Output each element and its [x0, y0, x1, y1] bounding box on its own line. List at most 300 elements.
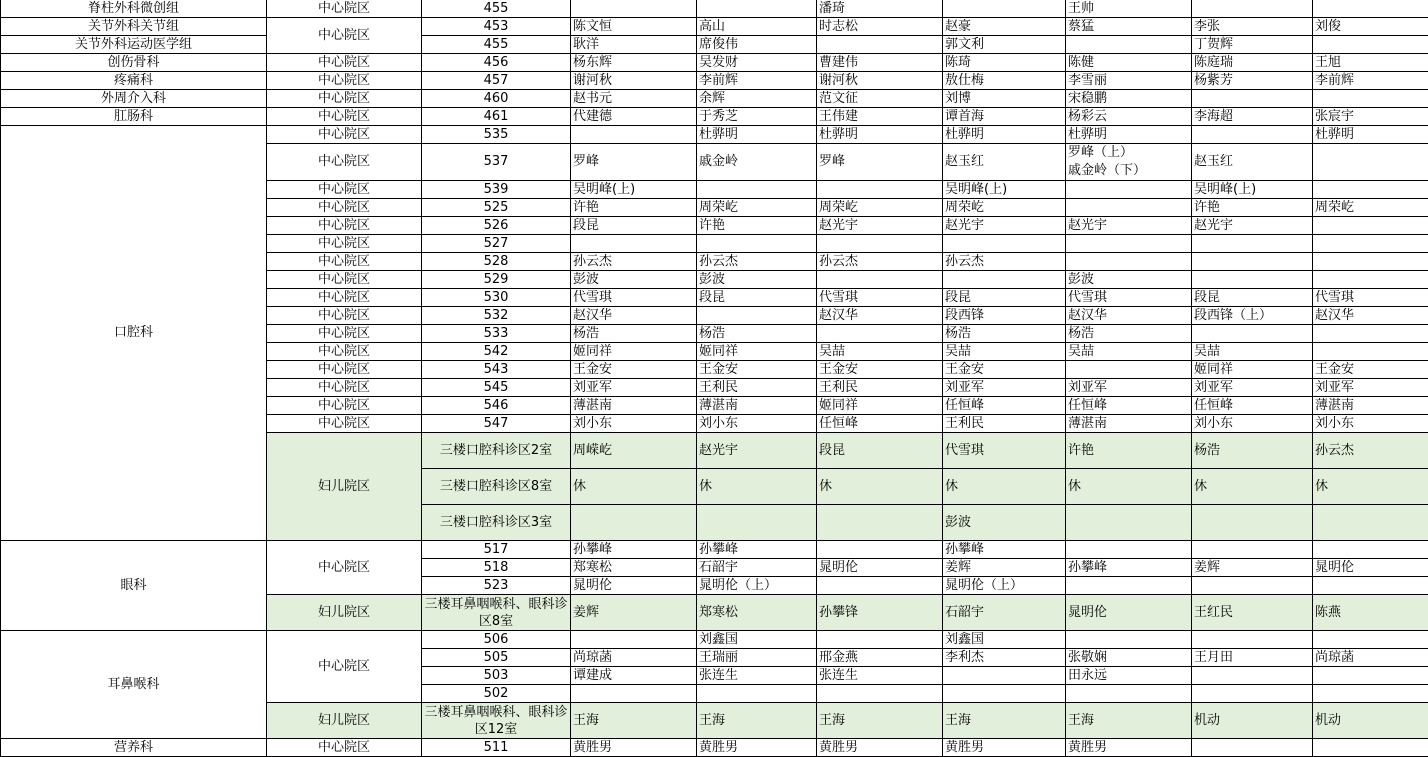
room-cell: 526 [422, 217, 571, 235]
doctor-cell: 张连生 [817, 667, 943, 685]
doctor-cell [1313, 181, 1428, 199]
doctor-cell: 李海超 [1192, 108, 1313, 126]
doctor-cell [571, 126, 697, 144]
campus-cell: 中心院区 [267, 54, 422, 72]
doctor-cell: 赵光宇 [1192, 217, 1313, 235]
doctor-cell [697, 181, 817, 199]
doctor-cell: 代雪琪 [817, 289, 943, 307]
doctor-cell [697, 0, 817, 18]
doctor-cell: 杨浩 [943, 325, 1066, 343]
doctor-cell: 刘鑫国 [697, 631, 817, 649]
doctor-cell: 王海 [817, 703, 943, 739]
doctor-cell [943, 0, 1066, 18]
doctor-cell [1192, 685, 1313, 703]
doctor-cell: 王金安 [571, 361, 697, 379]
doctor-cell [943, 685, 1066, 703]
doctor-cell [1192, 505, 1313, 541]
doctor-cell: 时志松 [817, 18, 943, 36]
doctor-cell: 李利杰 [943, 649, 1066, 667]
doctor-cell: 王海 [697, 703, 817, 739]
doctor-cell: 任恒峰 [1066, 397, 1192, 415]
doctor-cell: 谭首海 [943, 108, 1066, 126]
doctor-cell: 刘亚军 [1313, 379, 1428, 397]
doctor-cell: 范文征 [817, 90, 943, 108]
campus-cell: 妇儿院区 [267, 595, 422, 631]
doctor-cell: 薄湛南 [571, 397, 697, 415]
doctor-cell [1313, 253, 1428, 271]
doctor-cell: 杜骅明 [943, 126, 1066, 144]
doctor-cell [1066, 181, 1192, 199]
doctor-cell: 晁明伦 [1313, 559, 1428, 577]
doctor-cell [943, 667, 1066, 685]
doctor-cell: 蔡猛 [1066, 18, 1192, 36]
campus-cell: 中心院区 [267, 0, 422, 18]
doctor-cell: 姜辉 [571, 595, 697, 631]
doctor-cell: 于秀芝 [697, 108, 817, 126]
doctor-cell: 休 [1066, 469, 1192, 505]
doctor-cell: 杜骅明 [817, 126, 943, 144]
doctor-cell [817, 36, 943, 54]
doctor-cell: 王海 [1066, 703, 1192, 739]
doctor-cell: 段昆 [817, 433, 943, 469]
doctor-cell: 赵书元 [571, 90, 697, 108]
room-cell: 511 [422, 739, 571, 757]
campus-cell: 中心院区 [267, 379, 422, 397]
doctor-cell [1066, 253, 1192, 271]
doctor-cell: 吴喆 [1066, 343, 1192, 361]
room-cell: 539 [422, 181, 571, 199]
doctor-cell [697, 235, 817, 253]
campus-cell: 中心院区 [267, 541, 422, 595]
doctor-cell: 赵玉红 [943, 144, 1066, 181]
department-cell: 眼科 [1, 541, 267, 631]
doctor-cell: 姬同祥 [697, 343, 817, 361]
room-cell: 523 [422, 577, 571, 595]
doctor-cell: 休 [1313, 469, 1428, 505]
doctor-cell: 谭建成 [571, 667, 697, 685]
doctor-cell: 彭波 [697, 271, 817, 289]
doctor-cell: 周嵘屹 [571, 433, 697, 469]
doctor-cell [1313, 667, 1428, 685]
doctor-cell [1313, 90, 1428, 108]
doctor-cell: 杜骅明 [1066, 126, 1192, 144]
department-cell: 营养科 [1, 739, 267, 757]
doctor-cell: 代雪琪 [571, 289, 697, 307]
campus-cell: 中心院区 [267, 253, 422, 271]
room-cell: 533 [422, 325, 571, 343]
doctor-cell [1192, 271, 1313, 289]
doctor-cell [571, 235, 697, 253]
room-cell: 517 [422, 541, 571, 559]
doctor-cell: 罗峰 [571, 144, 697, 181]
room-cell: 三楼口腔科诊区2室 [422, 433, 571, 469]
room-cell: 457 [422, 72, 571, 90]
doctor-cell: 刘亚军 [1066, 379, 1192, 397]
doctor-cell: 孙云杰 [697, 253, 817, 271]
campus-cell: 妇儿院区 [267, 433, 422, 541]
room-cell: 506 [422, 631, 571, 649]
doctor-cell: 杨浩 [1066, 325, 1192, 343]
doctor-cell: 王旭 [1313, 54, 1428, 72]
doctor-cell [1192, 739, 1313, 757]
doctor-cell: 彭波 [943, 505, 1066, 541]
doctor-cell: 段昆 [1192, 289, 1313, 307]
doctor-cell [1066, 199, 1192, 217]
room-cell: 518 [422, 559, 571, 577]
doctor-cell: 孙云杰 [817, 253, 943, 271]
doctor-cell: 周荣屹 [1313, 199, 1428, 217]
doctor-cell: 彭波 [571, 271, 697, 289]
doctor-cell: 曹建伟 [817, 54, 943, 72]
doctor-cell: 余辉 [697, 90, 817, 108]
room-cell: 460 [422, 90, 571, 108]
doctor-cell [1313, 739, 1428, 757]
table-row [1, 0, 1428, 18]
campus-cell: 中心院区 [267, 415, 422, 433]
doctor-cell: 张连生 [697, 667, 817, 685]
table-row [1, 126, 1428, 144]
doctor-cell: 刘小东 [571, 415, 697, 433]
room-cell: 532 [422, 307, 571, 325]
doctor-cell: 任恒峰 [943, 397, 1066, 415]
doctor-cell: 杨浩 [1192, 433, 1313, 469]
doctor-cell: 丁贺辉 [1192, 36, 1313, 54]
doctor-cell [1192, 126, 1313, 144]
doctor-cell: 晁明伦（上） [697, 577, 817, 595]
department-cell: 关节外科关节组 [1, 18, 267, 36]
doctor-cell: 吴明峰(上) [571, 181, 697, 199]
room-cell: 455 [422, 0, 571, 18]
doctor-cell [571, 0, 697, 18]
doctor-cell [1066, 505, 1192, 541]
doctor-cell [697, 685, 817, 703]
doctor-cell [1313, 505, 1428, 541]
doctor-cell: 邢金燕 [817, 649, 943, 667]
doctor-cell: 杨东辉 [571, 54, 697, 72]
doctor-cell: 吴发财 [697, 54, 817, 72]
doctor-cell: 晁明伦 [571, 577, 697, 595]
doctor-cell: 陈琦 [943, 54, 1066, 72]
doctor-cell: 陈文恒 [571, 18, 697, 36]
doctor-cell [1066, 685, 1192, 703]
doctor-cell: 代雪琪 [1313, 289, 1428, 307]
doctor-cell [1192, 667, 1313, 685]
doctor-cell: 代雪琪 [943, 433, 1066, 469]
room-cell: 542 [422, 343, 571, 361]
doctor-cell: 薄湛南 [1066, 415, 1192, 433]
campus-cell: 中心院区 [267, 18, 422, 54]
doctor-cell: 许艳 [571, 199, 697, 217]
doctor-cell: 姬同祥 [571, 343, 697, 361]
doctor-cell [1066, 361, 1192, 379]
room-cell: 三楼口腔科诊区3室 [422, 505, 571, 541]
doctor-cell: 彭波 [1066, 271, 1192, 289]
doctor-cell [1313, 343, 1428, 361]
doctor-cell: 赵汉华 [1313, 307, 1428, 325]
doctor-cell [1313, 325, 1428, 343]
doctor-cell: 吴喆 [1192, 343, 1313, 361]
doctor-cell: 赵光宇 [697, 433, 817, 469]
doctor-cell: 席俊伟 [697, 36, 817, 54]
doctor-cell: 孙攀峰 [697, 541, 817, 559]
room-cell: 545 [422, 379, 571, 397]
department-cell: 脊柱外科微创组 [1, 0, 267, 18]
room-cell: 530 [422, 289, 571, 307]
doctor-cell: 李雪丽 [1066, 72, 1192, 90]
room-cell: 461 [422, 108, 571, 126]
doctor-cell: 刘博 [943, 90, 1066, 108]
room-cell: 三楼耳鼻咽喉科、眼科诊区8室 [422, 595, 571, 631]
doctor-cell: 刘亚军 [571, 379, 697, 397]
doctor-cell: 孙攀峰 [571, 541, 697, 559]
department-cell: 耳鼻喉科 [1, 631, 267, 739]
doctor-cell: 段西锋（上） [1192, 307, 1313, 325]
doctor-cell: 休 [817, 469, 943, 505]
doctor-cell: 晁明伦（上） [943, 577, 1066, 595]
table-row [1, 18, 1428, 36]
doctor-cell: 潘琦 [817, 0, 943, 18]
doctor-cell: 周荣屹 [943, 199, 1066, 217]
doctor-cell: 赵光宇 [943, 217, 1066, 235]
doctor-cell: 王金安 [943, 361, 1066, 379]
doctor-cell: 王利民 [943, 415, 1066, 433]
doctor-cell: 王伟建 [817, 108, 943, 126]
doctor-cell [817, 235, 943, 253]
doctor-cell [817, 181, 943, 199]
doctor-cell [817, 577, 943, 595]
doctor-cell: 刘小东 [1313, 415, 1428, 433]
doctor-cell: 张敬娴 [1066, 649, 1192, 667]
room-cell: 453 [422, 18, 571, 36]
doctor-cell: 晁明伦 [1066, 595, 1192, 631]
doctor-cell: 耿洋 [571, 36, 697, 54]
room-cell: 543 [422, 361, 571, 379]
doctor-cell: 赵汉华 [817, 307, 943, 325]
doctor-cell: 杨彩云 [1066, 108, 1192, 126]
table-row [1, 90, 1428, 108]
doctor-cell: 吴明峰(上) [943, 181, 1066, 199]
doctor-cell [1066, 577, 1192, 595]
table-row [1, 72, 1428, 90]
doctor-cell [1313, 631, 1428, 649]
department-cell: 肛肠科 [1, 108, 267, 126]
doctor-cell [817, 505, 943, 541]
doctor-cell: 孙云杰 [943, 253, 1066, 271]
doctor-cell: 罗峰 [817, 144, 943, 181]
doctor-cell: 陈健 [1066, 54, 1192, 72]
table-row [1, 739, 1428, 757]
doctor-cell: 谢河秋 [817, 72, 943, 90]
doctor-cell [1066, 631, 1192, 649]
doctor-cell: 尚琼菡 [1313, 649, 1428, 667]
campus-cell: 中心院区 [267, 90, 422, 108]
department-cell: 疼痛科 [1, 72, 267, 90]
doctor-cell: 李张 [1192, 18, 1313, 36]
doctor-cell: 宋稳鹏 [1066, 90, 1192, 108]
doctor-cell: 郑寒松 [697, 595, 817, 631]
department-cell: 外周介入科 [1, 90, 267, 108]
doctor-cell: 黄胜男 [697, 739, 817, 757]
doctor-cell: 任恒峰 [817, 415, 943, 433]
doctor-cell: 黄胜男 [943, 739, 1066, 757]
doctor-cell: 段昆 [943, 289, 1066, 307]
doctor-cell: 郑寒松 [571, 559, 697, 577]
campus-cell: 中心院区 [267, 325, 422, 343]
doctor-cell: 杨浩 [571, 325, 697, 343]
doctor-cell [1313, 541, 1428, 559]
campus-cell: 中心院区 [267, 144, 422, 181]
campus-cell: 中心院区 [267, 199, 422, 217]
doctor-cell: 石韶宇 [697, 559, 817, 577]
doctor-cell: 王瑞丽 [697, 649, 817, 667]
doctor-cell: 田永远 [1066, 667, 1192, 685]
room-cell: 537 [422, 144, 571, 181]
doctor-cell [1066, 541, 1192, 559]
doctor-cell: 刘亚军 [1192, 379, 1313, 397]
campus-cell: 中心院区 [267, 72, 422, 90]
doctor-cell: 李前辉 [697, 72, 817, 90]
doctor-cell [1192, 253, 1313, 271]
table-row [1, 54, 1428, 72]
doctor-cell: 李前辉 [1313, 72, 1428, 90]
campus-cell: 中心院区 [267, 108, 422, 126]
table-row [1, 108, 1428, 126]
campus-cell: 中心院区 [267, 181, 422, 199]
doctor-cell: 周荣屹 [817, 199, 943, 217]
doctor-cell: 姜辉 [943, 559, 1066, 577]
doctor-cell: 王利民 [697, 379, 817, 397]
room-cell: 527 [422, 235, 571, 253]
doctor-cell: 代建德 [571, 108, 697, 126]
doctor-cell: 赵光宇 [817, 217, 943, 235]
doctor-cell: 王海 [943, 703, 1066, 739]
table-row [1, 541, 1428, 559]
doctor-cell: 谢河秋 [571, 72, 697, 90]
doctor-cell [571, 631, 697, 649]
doctor-cell: 黄胜男 [1066, 739, 1192, 757]
doctor-cell: 休 [1192, 469, 1313, 505]
doctor-cell: 机动 [1192, 703, 1313, 739]
doctor-cell: 黄胜男 [571, 739, 697, 757]
room-cell: 503 [422, 667, 571, 685]
doctor-cell: 吴明峰(上) [1192, 181, 1313, 199]
doctor-cell [1066, 36, 1192, 54]
doctor-cell: 许艳 [1192, 199, 1313, 217]
doctor-cell: 孙攀峰 [1066, 559, 1192, 577]
doctor-cell [1313, 36, 1428, 54]
doctor-cell [1313, 217, 1428, 235]
doctor-cell: 段昆 [697, 289, 817, 307]
doctor-cell [1192, 325, 1313, 343]
doctor-cell: 张宸宇 [1313, 108, 1428, 126]
room-cell: 502 [422, 685, 571, 703]
room-cell: 546 [422, 397, 571, 415]
doctor-cell: 吴喆 [817, 343, 943, 361]
doctor-cell: 王金安 [817, 361, 943, 379]
doctor-cell: 刘小东 [697, 415, 817, 433]
doctor-cell [1313, 144, 1428, 181]
doctor-cell: 休 [943, 469, 1066, 505]
doctor-cell [1192, 90, 1313, 108]
doctor-cell [1192, 0, 1313, 18]
doctor-cell: 王月田 [1192, 649, 1313, 667]
doctor-cell [1192, 631, 1313, 649]
department-cell: 口腔科 [1, 126, 267, 541]
room-cell: 528 [422, 253, 571, 271]
doctor-cell: 休 [697, 469, 817, 505]
doctor-cell: 孙攀锋 [817, 595, 943, 631]
doctor-cell: 石韶宇 [943, 595, 1066, 631]
room-cell: 535 [422, 126, 571, 144]
doctor-cell: 陈庭瑞 [1192, 54, 1313, 72]
doctor-cell [1313, 577, 1428, 595]
doctor-cell [1313, 235, 1428, 253]
campus-cell: 中心院区 [267, 126, 422, 144]
doctor-cell: 休 [571, 469, 697, 505]
campus-cell: 妇儿院区 [267, 703, 422, 739]
room-cell: 三楼耳鼻咽喉科、眼科诊区12室 [422, 703, 571, 739]
doctor-cell: 尚琼菡 [571, 649, 697, 667]
doctor-cell [1192, 541, 1313, 559]
doctor-cell: 赵玉红 [1192, 144, 1313, 181]
doctor-cell: 王金安 [1313, 361, 1428, 379]
doctor-cell: 赵豪 [943, 18, 1066, 36]
doctor-cell: 戚金岭 [697, 144, 817, 181]
doctor-cell: 王帅 [1066, 0, 1192, 18]
doctor-cell: 姜辉 [1192, 559, 1313, 577]
doctor-cell [1066, 235, 1192, 253]
doctor-cell: 王红民 [1192, 595, 1313, 631]
doctor-cell [1192, 235, 1313, 253]
doctor-cell: 王利民 [817, 379, 943, 397]
doctor-cell: 薄湛南 [697, 397, 817, 415]
doctor-cell: 刘俊 [1313, 18, 1428, 36]
room-cell: 455 [422, 36, 571, 54]
campus-cell: 中心院区 [267, 361, 422, 379]
doctor-cell: 赵汉华 [571, 307, 697, 325]
doctor-cell: 杜骅明 [1313, 126, 1428, 144]
room-cell: 456 [422, 54, 571, 72]
campus-cell: 中心院区 [267, 343, 422, 361]
doctor-cell: 高山 [697, 18, 817, 36]
doctor-cell: 王海 [571, 703, 697, 739]
table-row [1, 631, 1428, 649]
doctor-cell: 杨紫芳 [1192, 72, 1313, 90]
campus-cell: 中心院区 [267, 217, 422, 235]
doctor-cell: 王金安 [697, 361, 817, 379]
campus-cell: 中心院区 [267, 739, 422, 757]
doctor-cell: 机动 [1313, 703, 1428, 739]
doctor-cell: 姬同祥 [817, 397, 943, 415]
doctor-cell: 吴喆 [943, 343, 1066, 361]
doctor-cell [697, 307, 817, 325]
room-cell: 529 [422, 271, 571, 289]
doctor-cell: 孙云杰 [571, 253, 697, 271]
doctor-cell: 赵汉华 [1066, 307, 1192, 325]
doctor-cell: 赵光宇 [1066, 217, 1192, 235]
campus-cell: 中心院区 [267, 307, 422, 325]
room-cell: 三楼口腔科诊区8室 [422, 469, 571, 505]
doctor-cell [571, 685, 697, 703]
doctor-cell: 孙攀峰 [943, 541, 1066, 559]
doctor-cell: 敖仕梅 [943, 72, 1066, 90]
doctor-cell: 刘亚军 [943, 379, 1066, 397]
doctor-cell [571, 505, 697, 541]
table-row [1, 36, 1428, 54]
doctor-cell: 段昆 [571, 217, 697, 235]
doctor-cell: 刘鑫国 [943, 631, 1066, 649]
doctor-cell [1192, 577, 1313, 595]
